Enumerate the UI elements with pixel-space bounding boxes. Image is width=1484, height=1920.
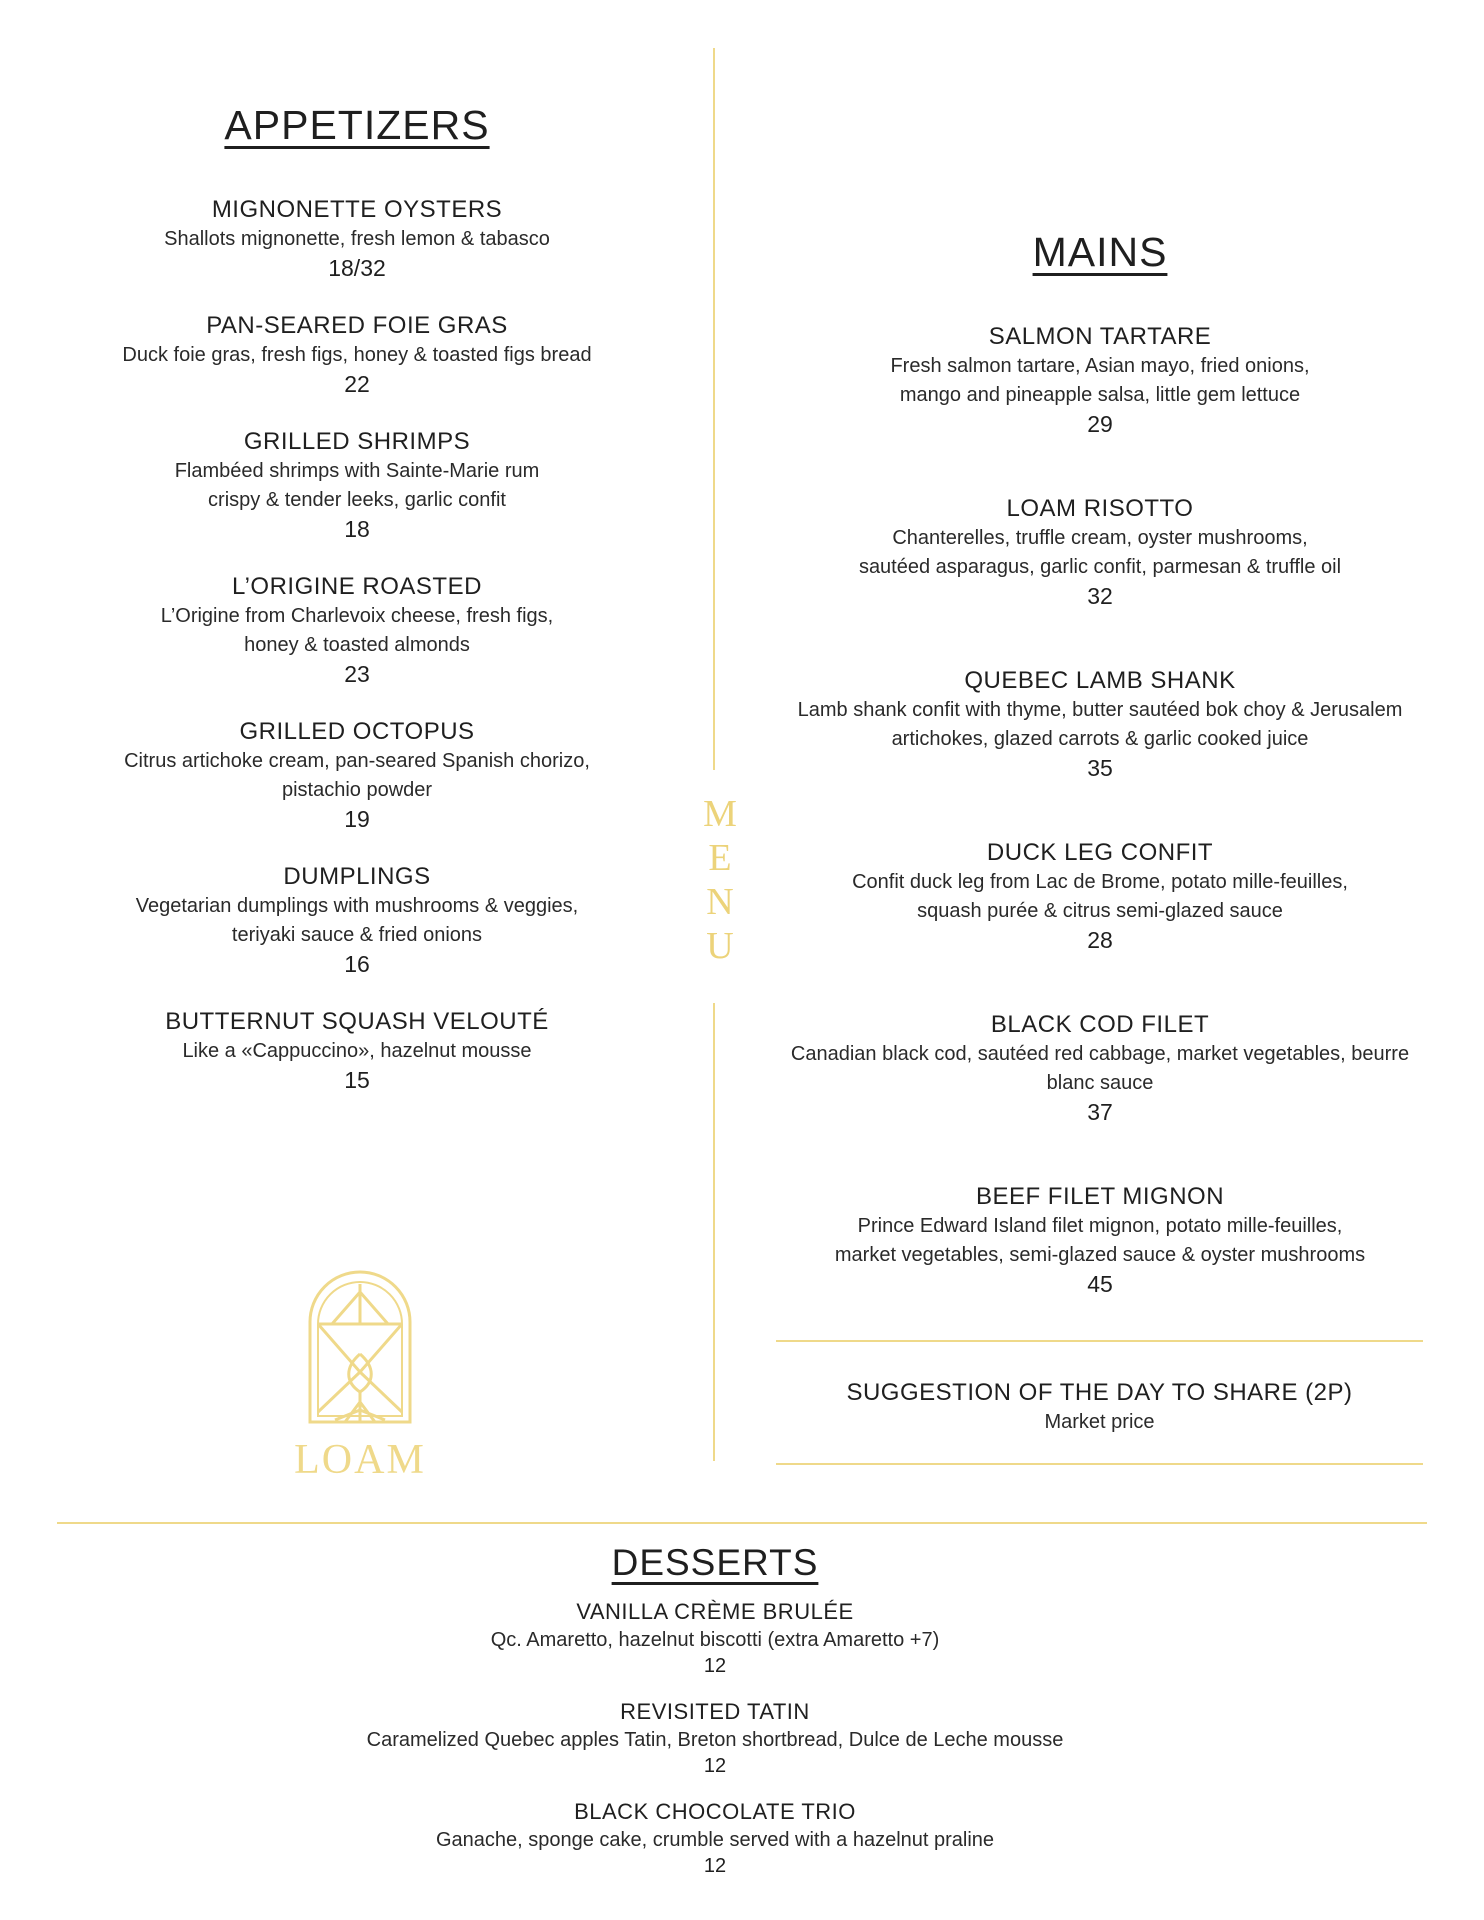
menu-letter-n: N: [706, 881, 734, 923]
desserts-section: [0, 1542, 1430, 1898]
item-description: Canadian black cod, sautéed red cabbage, market vegetables, beurre: [790, 1043, 1410, 1065]
menu-item: [750, 322, 1450, 438]
item-description: Duck foie gras, fresh figs, honey & toasted figs bread: [122, 344, 592, 366]
menu-letter-m: M: [703, 793, 737, 835]
menu-item: [57, 427, 657, 543]
menu-item: [57, 862, 657, 978]
desserts-title: DESSERTS: [611, 1542, 819, 1583]
item-price: 32: [1087, 583, 1113, 609]
mains-section: [750, 229, 1450, 1354]
item-description: teriyaki sauce & fried onions: [231, 924, 483, 946]
menu-item: [750, 1182, 1450, 1298]
menu-item: [750, 838, 1450, 954]
item-description: crispy & tender leeks, garlic confit: [208, 489, 506, 511]
item-name: DUMPLINGS: [283, 863, 431, 890]
item-price: 45: [1087, 1271, 1113, 1297]
item-name: LOAM RISOTTO: [1006, 495, 1194, 522]
item-description: Qc. Amaretto, hazelnut biscotti (extra Amaretto +7): [490, 1629, 940, 1651]
item-price: 12: [703, 1855, 727, 1877]
item-description: Vegetarian dumplings with mushrooms & veggies,: [135, 895, 579, 917]
item-name: BLACK CHOCOLATE TRIO: [574, 1799, 856, 1824]
mains-title: MAINS: [1032, 229, 1168, 275]
item-name: BLACK COD FILET: [990, 1011, 1210, 1038]
item-price: 12: [703, 1755, 727, 1777]
item-price: 28: [1087, 927, 1113, 953]
item-price: 35: [1087, 755, 1113, 781]
item-price: 18: [344, 516, 370, 542]
item-name: VANILLA CRÈME BRULÉE: [576, 1599, 854, 1624]
item-description: market vegetables, semi-glazed sauce & oyster mushrooms: [834, 1244, 1366, 1266]
item-price: 22: [344, 371, 370, 397]
center-divider-bottom: [713, 1003, 715, 1461]
loam-logo-icon: [300, 1262, 420, 1432]
item-price: 29: [1087, 411, 1113, 437]
suggestion-box: [776, 1378, 1423, 1437]
appetizers-list: [57, 195, 657, 1094]
item-name: QUEBEC LAMB SHANK: [964, 667, 1236, 694]
menu-item: [0, 1798, 1430, 1878]
menu-letter-u: U: [706, 925, 734, 967]
menu-item: [750, 666, 1450, 782]
item-price: 37: [1087, 1099, 1113, 1125]
menu-item: [750, 1010, 1450, 1126]
menu-item: [0, 1698, 1430, 1778]
item-name: REVISITED TATIN: [620, 1699, 810, 1724]
item-name: MIGNONETTE OYSTERS: [211, 196, 503, 223]
item-name: GRILLED SHRIMPS: [243, 428, 471, 455]
item-description: Confit duck leg from Lac de Brome, potato mille-feuilles,: [852, 871, 1348, 893]
loam-logo-text: LOAM: [294, 1437, 426, 1483]
menu-item: [57, 572, 657, 688]
item-description: blanc sauce: [1046, 1072, 1154, 1094]
item-description: sautéed asparagus, garlic confit, parmesan & truffle oil: [858, 556, 1342, 578]
menu-item: [57, 717, 657, 833]
item-price: 16: [344, 951, 370, 977]
center-divider-top: [713, 48, 715, 770]
item-description: Like a «Cappuccino», hazelnut mousse: [182, 1040, 532, 1062]
item-description: Ganache, sponge cake, crumble served with a hazelnut praline: [435, 1829, 995, 1851]
item-name: DUCK LEG CONFIT: [986, 839, 1214, 866]
item-description: Prince Edward Island filet mignon, potato mille-feuilles,: [857, 1215, 1343, 1237]
item-price: 18/32: [328, 255, 386, 281]
item-description: L’Origine from Charlevoix cheese, fresh figs,: [160, 605, 554, 627]
item-name: SALMON TARTARE: [988, 323, 1212, 350]
menu-item: [57, 1007, 657, 1094]
item-description: Shallots mignonette, fresh lemon & tabasco: [164, 228, 550, 250]
item-price: 15: [344, 1067, 370, 1093]
item-description: mango and pineapple salsa, little gem lettuce: [899, 384, 1301, 406]
item-name: GRILLED OCTOPUS: [239, 718, 475, 745]
menu-item: [0, 1598, 1430, 1678]
desserts-rule: [57, 1522, 1427, 1524]
loam-logo: [280, 1262, 440, 1512]
item-name: BEEF FILET MIGNON: [975, 1183, 1225, 1210]
item-description: Fresh salmon tartare, Asian mayo, fried onions,: [890, 355, 1310, 377]
item-description: Chanterelles, truffle cream, oyster mushrooms,: [892, 527, 1308, 549]
item-name: BUTTERNUT SQUASH VELOUTÉ: [165, 1008, 549, 1035]
item-price: 12: [703, 1655, 727, 1677]
suggestion-desc: Market price: [1044, 1411, 1155, 1433]
suggestion-name: SUGGESTION OF THE DAY TO SHARE (2P): [846, 1379, 1353, 1406]
menu-item: [57, 195, 657, 282]
item-price: 23: [344, 661, 370, 687]
item-price: 19: [344, 806, 370, 832]
item-name: PAN-SEARED FOIE GRAS: [206, 312, 508, 339]
menu-item: [57, 311, 657, 398]
desserts-list: [0, 1598, 1430, 1878]
item-description: honey & toasted almonds: [244, 634, 470, 656]
item-description: Flambéed shrimps with Sainte-Marie rum: [174, 460, 540, 482]
mains-list: [750, 322, 1450, 1298]
suggestion-bottom-rule: [776, 1463, 1423, 1465]
item-description: Lamb shank confit with thyme, butter sautéed bok choy & Jerusalem: [797, 699, 1403, 721]
menu-letter-e: E: [708, 837, 732, 879]
item-name: L’ORIGINE ROASTED: [232, 573, 482, 600]
item-description: Caramelized Quebec apples Tatin, Breton shortbread, Dulce de Leche mousse: [366, 1729, 1064, 1751]
item-description: Citrus artichoke cream, pan-seared Spanish chorizo,: [124, 750, 590, 772]
appetizers-section: [57, 102, 657, 1123]
item-description: artichokes, glazed carrots & garlic cooked juice: [891, 728, 1309, 750]
menu-item: [750, 494, 1450, 610]
item-description: pistachio powder: [281, 779, 433, 801]
item-description: squash purée & citrus semi-glazed sauce: [917, 900, 1283, 922]
appetizers-title: APPETIZERS: [224, 102, 490, 148]
